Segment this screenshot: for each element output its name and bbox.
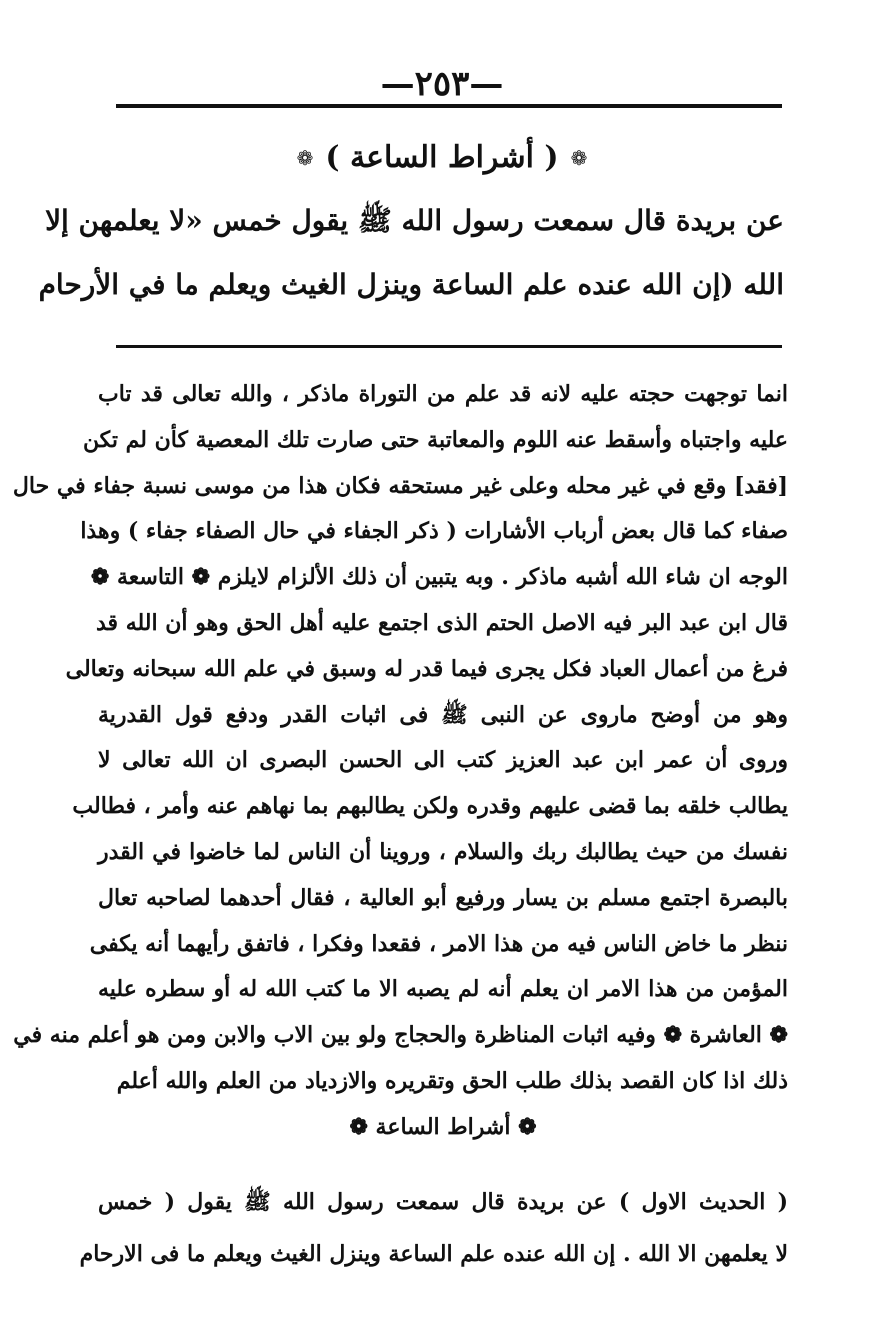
text-line: المؤمن من هذا الامر ان يعلم أنه لم يصبه الا ما كتب الله له أو سطره عليه	[98, 976, 788, 1003]
hadith-text	[79, 1176, 788, 1280]
text-line: قال ابن عبد البر فيه الاصل الحتم الذى اجتمع عليه أهل الحق وهو أن الله قد	[96, 609, 788, 636]
text-line: وروى أن عمر ابن عبد العزيز كتب الى الحسن البصرى ان الله تعالى لا	[98, 747, 788, 774]
commentary-divider	[116, 345, 782, 348]
text-line: ( الحديث الاول ) عن بريدة قال سمعت رسول الله ﷺ يقول ( خمس	[98, 1189, 788, 1215]
text-line: عليه واجتباه وأسقط عنه اللوم والمعاتبة حتى صارت تلك المعصية كأن لم تكن	[82, 426, 788, 453]
text-line: وهو من أوضح ماروى عن النبى ﷺ فى اثبات القدر ودفع قول القدرية	[98, 701, 788, 728]
text-line: نفسك من حيث يطالبك ربك والسلام ، وروينا أن الناس لما خاضوا في القدر	[98, 838, 788, 865]
hadith-verse-line-2: الله (إن الله عنده علم الساعة وينزل الغيث ويعلم ما في الأرحام	[38, 268, 784, 301]
commentary-text	[12, 372, 788, 1151]
chapter-title-row	[0, 140, 884, 175]
ornament-left-icon: ❁	[296, 145, 314, 170]
hadith-verse-line-1: عن بريدة قال سمعت رسول الله ﷺ يقول خمس «لا يعلمهن إلا	[45, 204, 784, 237]
text-line: الوجه ان شاء الله أشبه ماذكر . وبه يتبين أن ذلك الألزام لايلزم ❁ التاسعة ❁	[90, 564, 788, 591]
text-line: ننظر ما خاض الناس فيه من هذا الامر ، فقعدا وفكرا ، فاتفق رأيهما أنه يكفى	[89, 930, 788, 957]
text-line: ❁ العاشرة ❁ وفيه اثبات المناظرة والحجاج ولو بين الاب والابن ومن هو أعلم منه في	[13, 1022, 788, 1049]
page-number: —٢٥٣—	[380, 64, 504, 104]
text-line: يطالب خلقه بما قضى عليهم وقدره ولكن يطالبهم بما نهاهم عنه وأمر ، فطالب	[72, 793, 788, 820]
ornament-right-icon: ❁	[570, 145, 588, 170]
text-line: بالبصرة اجتمع مسلم بن يسار ورفيع أبو العالية ، فقال أحدهما لصاحبه تعال	[98, 884, 788, 911]
section-heading: ❁ أشراط الساعة ❁	[349, 1113, 537, 1140]
text-line: [فقد] وقع في غير محله وعلى غير مستحقه فكان هذا من موسى نسبة جفاء في حال	[12, 472, 788, 499]
text-line: انما توجهت حجته عليه لانه قد علم من التوراة ماذكر ، والله تعالى قد تاب	[98, 381, 788, 407]
text-line: لا يعلمهن الا الله . إن الله عنده علم الساعة وينزل الغيث ويعلم ما فى الارحام	[79, 1241, 788, 1267]
text-line: صفاء كما قال بعض أرباب الأشارات ( ذكر الجفاء في حال الصفاء جفاء ) وهذا	[80, 518, 788, 545]
chapter-title: ( أشراط الساعة )	[325, 140, 559, 175]
text-line: ذلك اذا كان القصد بذلك طلب الحق وتقريره والازدياد من العلم والله أعلم	[116, 1067, 788, 1094]
text-line: فرغ من أعمال العباد فكل يجرى فيما قدر له وسبق في علم الله سبحانه وتعالى	[65, 655, 788, 682]
header-rule	[116, 104, 782, 108]
